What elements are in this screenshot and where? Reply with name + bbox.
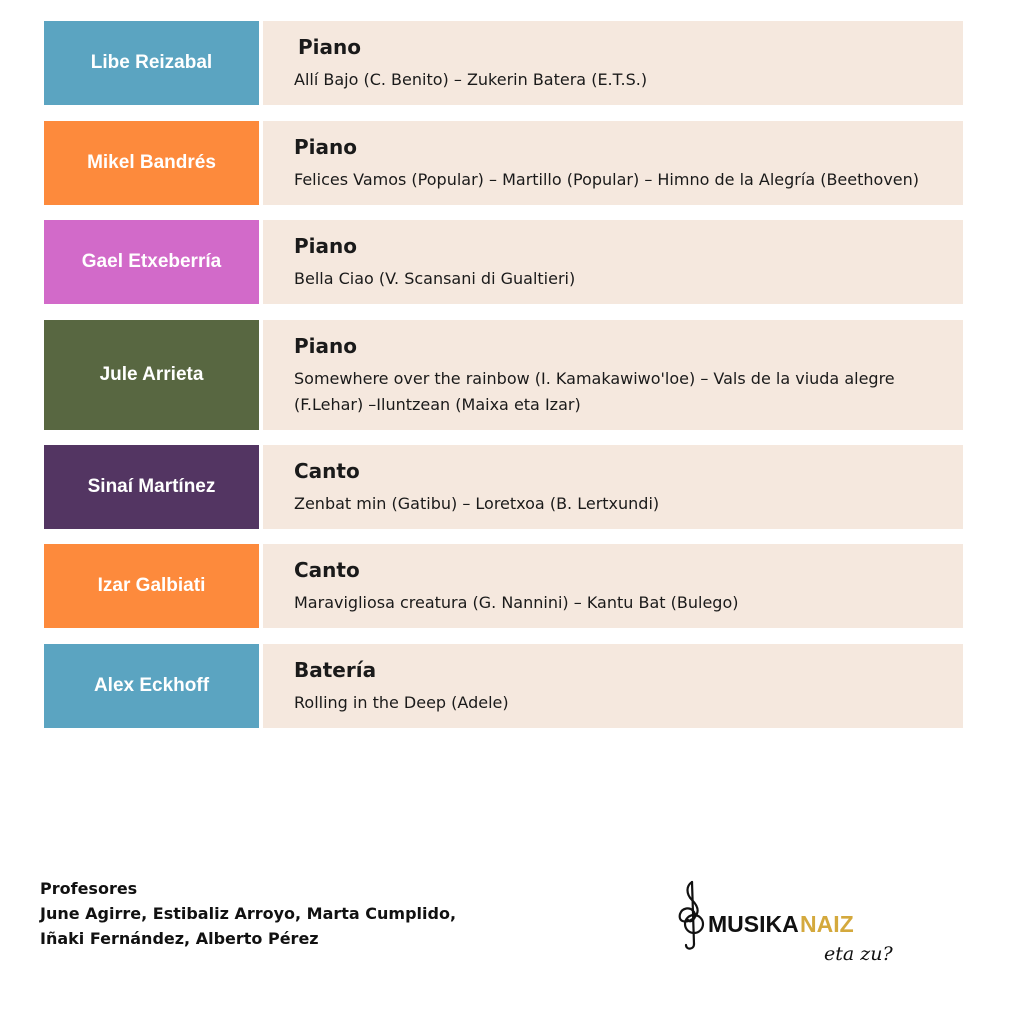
- instrument-label: Canto: [294, 459, 360, 483]
- student-name: Jule Arrieta: [99, 364, 204, 385]
- musikanaiz-logo: [676, 878, 906, 974]
- pieces-text: Rolling in the Deep (Adele): [294, 693, 509, 712]
- student-name-box: [44, 21, 259, 105]
- student-row: [44, 121, 963, 205]
- teachers-line: Iñaki Fernández, Alberto Pérez: [40, 929, 319, 948]
- student-name-box: [44, 544, 259, 628]
- logo-tagline: eta zu?: [824, 943, 893, 965]
- pieces-text: Bella Ciao (V. Scansani di Gualtieri): [294, 269, 576, 288]
- instrument-label: Piano: [298, 35, 361, 59]
- pieces-text: Allí Bajo (C. Benito) – Zukerin Batera (E.T.S.): [294, 70, 648, 89]
- teachers-block: [40, 876, 456, 951]
- student-name-box: [44, 320, 259, 430]
- treble-clef-icon: [680, 882, 703, 949]
- student-name-box: [44, 644, 259, 728]
- student-info: [263, 21, 963, 105]
- student-info: [263, 320, 963, 430]
- student-name: Mikel Bandrés: [87, 152, 216, 173]
- pieces-text: Zenbat min (Gatibu) – Loretxoa (B. Lertxundi): [294, 494, 660, 513]
- logo-word-naiz: NAIZ: [800, 911, 854, 937]
- pieces-text: Somewhere over the rainbow (I. Kamakawiwo'loe) – Vals de la viuda alegre (F.Lehar) –Iluntzean (Maixa eta Izar): [294, 369, 895, 414]
- pieces-text: Felices Vamos (Popular) – Martillo (Popular) – Himno de la Alegría (Beethoven): [294, 170, 920, 189]
- teachers-heading: Profesores: [40, 879, 138, 898]
- instrument-label: Piano: [294, 234, 357, 258]
- student-row: [44, 445, 963, 529]
- student-row: [44, 21, 963, 105]
- student-name: Gael Etxeberría: [81, 251, 222, 272]
- student-row: [44, 644, 963, 728]
- instrument-label: Piano: [294, 334, 357, 358]
- instrument-label: Canto: [294, 558, 360, 582]
- instrument-label: Piano: [294, 135, 357, 159]
- student-row: [44, 544, 963, 628]
- student-row: [44, 320, 963, 430]
- pieces-text: Maravigliosa creatura (G. Nannini) – Kantu Bat (Bulego): [294, 593, 739, 612]
- instrument-label: Batería: [294, 658, 377, 682]
- logo-word-musika: MUSIKA: [708, 911, 799, 937]
- student-name-box: [44, 121, 259, 205]
- student-row: [44, 220, 963, 304]
- student-info: [263, 445, 963, 529]
- student-name: Alex Eckhoff: [93, 675, 210, 696]
- student-info: [263, 644, 963, 728]
- student-info: [263, 544, 963, 628]
- student-name: Sinaí Martínez: [87, 476, 216, 497]
- teachers-line: June Agirre, Estibaliz Arroyo, Marta Cumplido,: [40, 904, 457, 923]
- student-info: [263, 121, 963, 205]
- student-name: Izar Galbiati: [97, 575, 206, 596]
- student-name: Libe Reizabal: [90, 52, 213, 73]
- student-name-box: [44, 220, 259, 304]
- student-info: [263, 220, 963, 304]
- student-name-box: [44, 445, 259, 529]
